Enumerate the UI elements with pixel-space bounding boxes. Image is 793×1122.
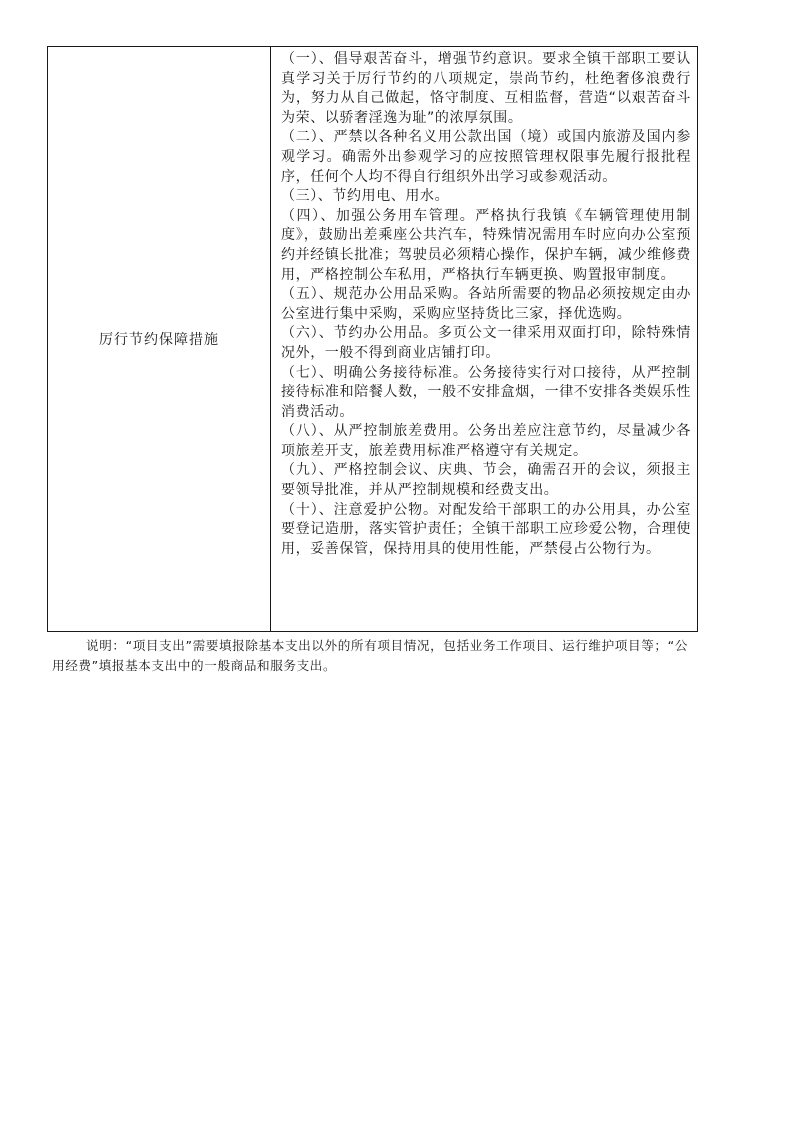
measures-table bbox=[47, 46, 698, 632]
row-label: 厉行节约保障措施 bbox=[99, 332, 219, 348]
measure-item-7: （七）、明确公务接待标准。公务接待实行对口接待，从严控制接待标准和陪餐人数，一般不安排盒烟，一律不安排各类娱乐性消费活动。 bbox=[281, 364, 691, 420]
measure-item-2: （二）、严禁以各种名义用公款出国（境）或国内旅游及国内参观学习。确需外出参观学习的应按照管理权限事先履行报批程序，任何个人均不得自行组织外出学习或参观活动。 bbox=[281, 129, 691, 185]
measures-content-cell bbox=[271, 47, 698, 632]
measure-item-10: （十）、注意爱护公物。对配发给干部职工的办公用具，办公室要登记造册，落实管护责任；全镇干部职工应珍爱公物，合理使用，妥善保管，保持用具的使用性能，严禁侵占公物行为。 bbox=[281, 501, 691, 557]
row-label-cell bbox=[48, 47, 271, 632]
measure-item-8: （八）、从严控制旅差费用。公务出差应注意节约，尽量减少各项旅差开支，旅差费用标准严格遵守有关规定。 bbox=[281, 423, 691, 459]
table-row bbox=[48, 47, 698, 632]
measure-item-1: （一）、倡导艰苦奋斗，增强节约意识。要求全镇干部职工要认真学习关于厉行节约的八项规定，崇尚节约，杜绝奢侈浪费行为，努力从自己做起，恪守制度、互相监督，营造“以艰苦奋斗为荣、以骄奢淫逸为耻”的浓厚氛围。 bbox=[281, 51, 691, 126]
footnote: 说明：“项目支出”需要填报除基本支出以外的所有项目情况，包括业务工作项目、运行维护项目等；“公用经费”填报基本支出中的一般商品和服务支出。 bbox=[52, 638, 688, 673]
measure-item-9: （九）、严格控制会议、庆典、节会，确需召开的会议，须报主要领导批准，并从严控制规模和经费支出。 bbox=[281, 462, 691, 499]
measure-item-6: （六）、节约办公用品。多页公文一律采用双面打印，除特殊情况外，一般不得到商业店铺打印。 bbox=[281, 325, 691, 361]
measure-item-5: （五）、规范办公用品采购。各站所需要的物品必须按规定由办公室进行集中采购，采购应坚持货比三家，择优选购。 bbox=[281, 286, 691, 322]
measure-item-4: （四）、加强公务用车管理。严格执行我镇《车辆管理使用制度》，鼓励出差乘座公共汽车，特殊情况需用车时应向办公室预约并经镇长批准；驾驶员必须精心操作，保护车辆，减少维修费用，严格控制公车私用，严格执行车辆更换、购置报审制度。 bbox=[281, 207, 691, 283]
measure-item-3: （三）、节约用电、用水。 bbox=[281, 188, 450, 205]
